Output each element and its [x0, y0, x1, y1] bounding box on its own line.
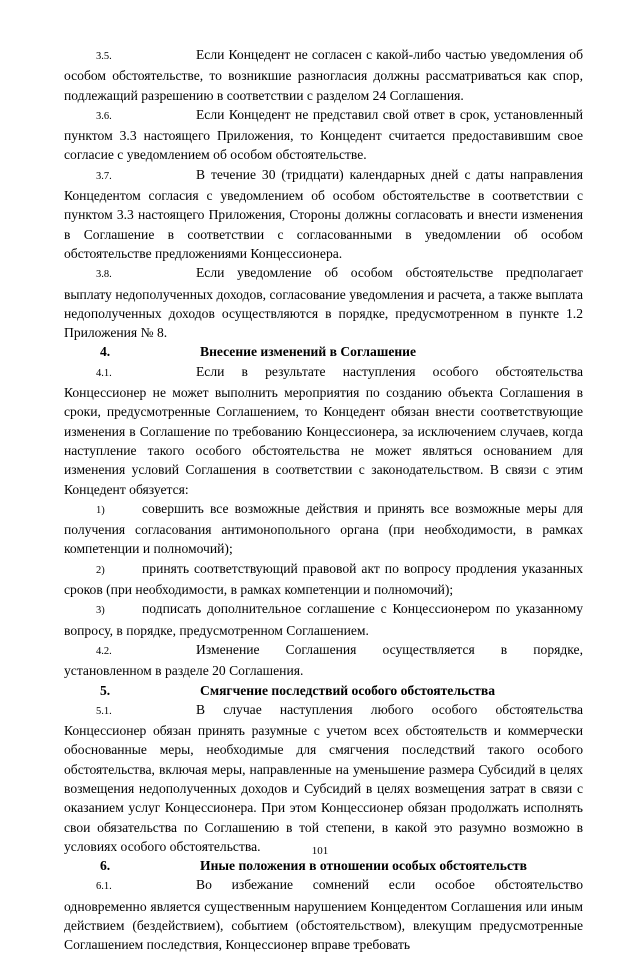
section-title: Внесение изменений в Соглашение — [200, 344, 417, 360]
section-number: 4. — [100, 344, 111, 360]
clause-3-7 — [64, 165, 583, 263]
clause-3-6 — [64, 105, 583, 165]
subclause-3 — [64, 599, 583, 640]
section-title: Смягчение последствий особого обстоятельства — [200, 682, 495, 698]
clause-text: В случае наступления любого особого обстоятельства Концессионер обязан принять разумные с учетом всех обстоятельств и коммерчески обоснованные меры, необходимые для смягчения последствий такого особого обстоятельства, включая меры, направленные на уменьшение размера Субсидий в целях возмещения недополученных доходов и Субсидий в целях возмещения затрат в связи с оказанием услуг Концессионера. При этом Концессионер обязан продолжать исполнять свои обязательства по Соглашению в той степени, в какой это разумно возможно в условиях особого обстоятельства. — [64, 701, 583, 854]
clause-number: 3.8. — [96, 269, 112, 281]
page-body — [64, 45, 583, 955]
clause-text: Если в результате наступления особого обстоятельства Концессионер не может выполнить мероприятия по созданию объекта Соглашения в сроки, предусмотренные Соглашением, то Концедент обязан внести соответствующие изменения в Соглашение по требованию Концессионера, за исключением случаев, когда наступление такого особого обстоятельства не может являться основанием для изменения условий Соглашения в соответствии с законодательством. В связи с этим Концедент обязуется: — [64, 363, 583, 497]
subclause-text: принять соответствующий правовой акт по вопросу продления указанных сроков (при необходимости, в рамках компетенции и полномочий); — [64, 560, 583, 598]
section-title: Иные положения в отношении особых обстоятельств — [200, 858, 528, 874]
subclause-text: подписать дополнительное соглашение с Концессионером по указанному вопросу, в порядке, предусмотренном Соглашением. — [64, 601, 583, 638]
section-number: 5. — [100, 682, 111, 698]
page-number: 101 — [311, 845, 329, 857]
clause-number: 3.7. — [96, 170, 112, 182]
subclause-1 — [64, 499, 583, 559]
subclause-2 — [64, 559, 583, 600]
clause-6-1 — [64, 875, 583, 954]
clause-text: Во избежание сомнений если особое обстоятельство одновременно является существенным нарушением Концедентом Соглашения или иным действием (бездействием), событием (обстоятельством), влекущим предусмотренные Соглашением последствия, Концессионер вправе требовать — [64, 877, 583, 953]
clause-number: 6.1. — [96, 881, 112, 893]
subclause-text: совершить все возможные действия и принять все возможные меры для получения согласования антимонопольного органа (при необходимости, в рамках компетенции и полномочий); — [64, 500, 583, 557]
clause-number: 3.6. — [96, 110, 112, 122]
clause-5-1 — [64, 700, 583, 856]
clause-number: 5.1. — [96, 705, 112, 717]
section-heading-5 — [64, 681, 583, 700]
clause-text: Изменение Соглашения осуществляется в порядке, установленном в разделе 20 Соглашения. — [64, 641, 583, 679]
clause-3-5 — [64, 45, 583, 105]
clause-text: Если уведомление об особом обстоятельстве предполагает выплату недополученных доходов, согласование уведомления и расчета, а также выплата недополученных доходов осуществляются в порядке, предусмотренном в пункте 1.2 Приложения № 8. — [64, 265, 583, 341]
clause-text: Если Концедент не согласен с какой-либо частью уведомления об особом обстоятельстве, то возникшие разногласия должны рассматриваться как спор, подлежащий разрешению в соответствии с разделом 24 Соглашения. — [64, 47, 583, 103]
clause-text: В течение 30 (тридцати) календарных дней с даты направления Концедентом согласия с уведомлением об особом обстоятельстве в соответствии с пунктом 3.3 настоящего Приложения, Стороны должны согласовать и внести изменения в Соглашение в соответствии с согласованными в уведомлении об особом обстоятельстве предложениями Концессионера. — [64, 166, 583, 261]
subclause-number: 3) — [96, 605, 105, 617]
subclause-number: 1) — [96, 504, 105, 516]
clause-number: 4.1. — [96, 367, 112, 379]
clause-4-1 — [64, 362, 583, 499]
clause-number: 4.2. — [96, 645, 112, 657]
clause-number: 3.5. — [96, 51, 112, 62]
clause-text: Если Концедент не представил свой ответ в срок, установленный пунктом 3.3 настоящего Приложения, то Концедент считается предоставившим свое согласие с уведомлением об особом обстоятельстве. — [64, 106, 583, 163]
section-number: 6. — [100, 858, 111, 874]
section-heading-4 — [64, 342, 583, 361]
subclause-number: 2) — [96, 564, 105, 576]
clause-3-8 — [64, 263, 583, 342]
clause-4-2 — [64, 640, 583, 681]
